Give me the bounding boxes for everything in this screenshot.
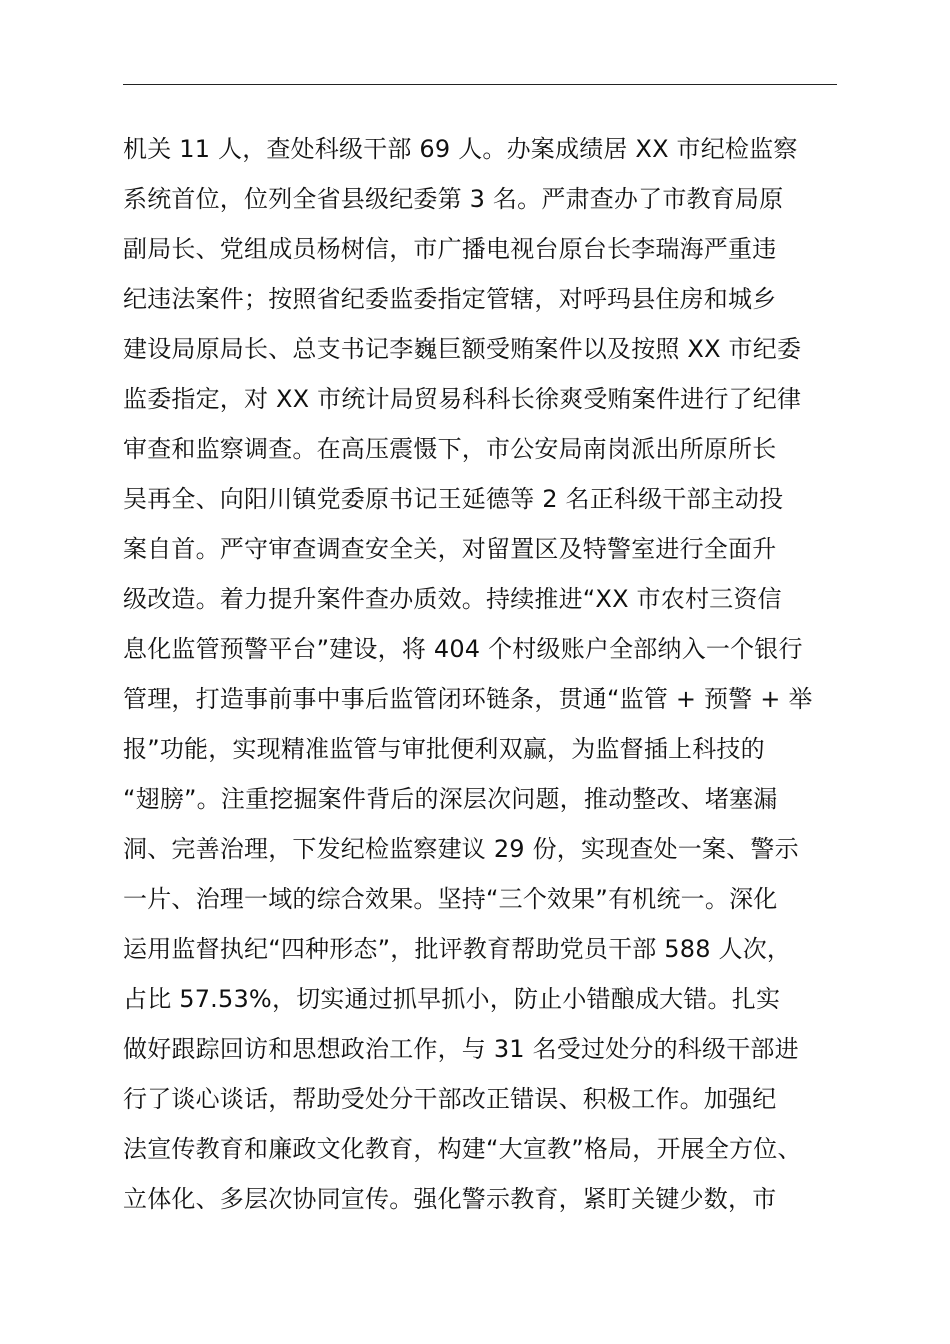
text-line: 洞、完善治理，下发纪检监察建议 29 份，实现查处一案、警示 [123, 835, 799, 863]
text-line: 级改造。着力提升案件查办质效。持续推进“XX 市农村三资信 [123, 585, 782, 613]
text-line: 吴再全、向阳川镇党委原书记王延德等 2 名正科级干部主动投 [123, 485, 784, 513]
body-text [123, 124, 853, 1224]
text-line: 机关 11 人，查处科级干部 69 人。办案成绩居 XX 市纪检监察 [123, 135, 798, 163]
text-line: 法宣传教育和廉政文化教育，构建“大宣教”格局，开展全方位、 [123, 1135, 802, 1163]
text-line: 审查和监察调查。在高压震慑下，市公安局南岗派出所原所长 [123, 435, 777, 463]
text-line: 报”功能，实现精准监管与审批便利双赢，为监督插上科技的 [123, 735, 765, 763]
text-line: 案自首。严守审查调查安全关，对留置区及特警室进行全面升 [123, 535, 777, 563]
text-line: 建设局原局长、总支书记李巍巨额受贿案件以及按照 XX 市纪委 [123, 335, 802, 363]
text-line: 系统首位，位列全省县级纪委第 3 名。严肃查办了市教育局原 [123, 185, 784, 213]
text-line: 息化监管预警平台”建设，将 404 个村级账户全部纳入一个银行 [123, 635, 803, 663]
text-line: 纪违法案件；按照省纪委监委指定管辖，对呼玛县住房和城乡 [123, 285, 777, 313]
text-line: 立体化、多层次协同宣传。强化警示教育，紧盯关键少数，市 [123, 1185, 777, 1213]
text-line: 管理，打造事前事中事后监管闭环链条，贯通“监管 + 预警 + 举 [123, 685, 813, 713]
text-line: “翅膀”。注重挖掘案件背后的深层次问题，推动整改、堵塞漏 [123, 785, 778, 813]
text-line: 监委指定，对 XX 市统计局贸易科科长徐爽受贿案件进行了纪律 [123, 385, 802, 413]
header-rule [123, 84, 837, 85]
text-line: 一片、治理一域的综合效果。坚持“三个效果”有机统一。深化 [123, 885, 778, 913]
text-line: 占比 57.53%，切实通过抓早抓小，防止小错酿成大错。扎实 [123, 985, 781, 1013]
text-line: 副局长、党组成员杨树信，市广播电视台原台长李瑞海严重违 [123, 235, 777, 263]
text-line: 运用监督执纪“四种形态”，批评教育帮助党员干部 588 人次， [123, 935, 792, 963]
text-line: 做好跟踪回访和思想政治工作，与 31 名受过处分的科级干部进 [123, 1035, 799, 1063]
text-line: 行了谈心谈话，帮助受处分干部改正错误、积极工作。加强纪 [123, 1085, 777, 1113]
